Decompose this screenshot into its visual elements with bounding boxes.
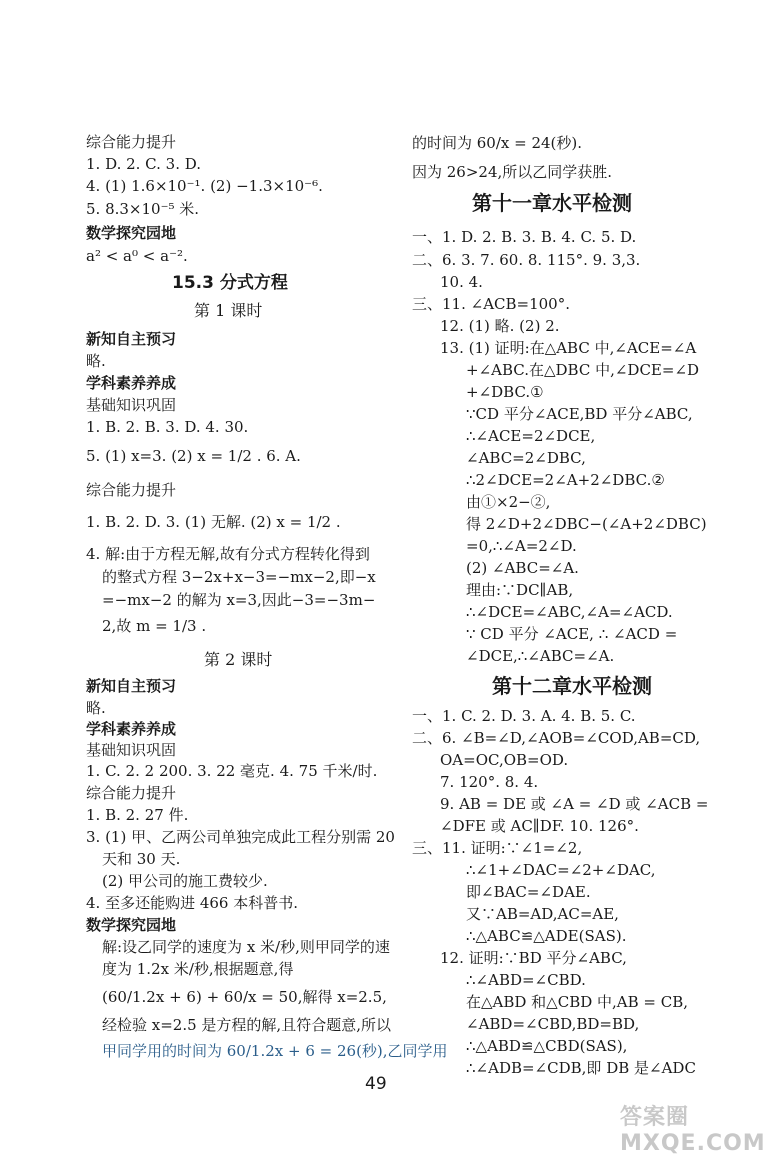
answer-line: ∴∠1+∠DAC=∠2+∠DAC,	[466, 861, 656, 879]
answer-line: 7. 120°. 8. 4.	[440, 773, 539, 791]
answer-line: 略.	[86, 352, 106, 370]
answer-line: 4. (1) 1.6×10⁻¹. (2) −1.3×10⁻⁶.	[86, 177, 323, 195]
answer-line: +∠DBC.①	[466, 383, 544, 401]
section-heading: 综合能力提升	[86, 784, 177, 802]
answer-line: 又∵AB=AD,AC=AE,	[466, 905, 619, 923]
answer-line: 由①×2−②,	[466, 493, 551, 511]
answer-line: 2,故 m = 1/3 .	[102, 617, 207, 635]
answer-line: 一、1. D. 2. B. 3. B. 4. C. 5. D.	[412, 228, 637, 246]
section-heading: 基础知识巩固	[86, 741, 177, 759]
answer-line: 二、6. 3. 7. 60. 8. 115°. 9. 3,3.	[412, 251, 641, 269]
answer-line: ∠ABC=2∠DBC,	[466, 449, 586, 467]
answer-line: ∴△ABD≌△CBD(SAS),	[466, 1037, 628, 1055]
answer-line: 1. B. 2. D. 3. (1) 无解. (2) x = 1/2 .	[86, 513, 341, 531]
answer-line: 5. (1) x=3. (2) x = 1/2 . 6. A.	[86, 447, 301, 465]
answer-line: 甲同学用的时间为 60/1.2x + 6 = 26(秒),乙同学用	[102, 1042, 448, 1060]
chapter-title: 第十一章水平检测	[472, 191, 632, 215]
answer-line: 的整式方程 3−2x+x−3=−mx−2,即−x	[102, 568, 376, 586]
answer-line: 得 2∠D+2∠DBC−(∠A+2∠DBC)	[466, 515, 707, 533]
answer-line: a² < a⁰ < a⁻².	[86, 247, 188, 265]
answer-line: 12. 证明:∵BD 平分∠ABC,	[440, 949, 627, 967]
answer-line: ∴2∠DCE=2∠A+2∠DBC.②	[466, 471, 665, 489]
chapter-title: 第十二章水平检测	[492, 674, 652, 698]
watermark-logo: 答案圈 MXQE.COM	[620, 1105, 766, 1156]
answer-line: ∠DCE,∴∠ABC=∠A.	[466, 647, 615, 665]
answer-line: ∴∠DCE=∠ABC,∠A=∠ACD.	[466, 603, 673, 621]
period-title: 第 2 课时	[204, 650, 273, 669]
section-heading: 基础知识巩固	[86, 396, 177, 414]
answer-line: 的时间为 60/x = 24(秒).	[412, 134, 583, 152]
answer-line: 度为 1.2x 米/秒,根据题意,得	[102, 960, 294, 978]
answer-line: 即∠BAC=∠DAE.	[466, 883, 591, 901]
answer-line: =−mx−2 的解为 x=3,因此−3=−3m−	[102, 591, 376, 609]
answer-line: 一、1. C. 2. D. 3. A. 4. B. 5. C.	[412, 707, 636, 725]
answer-line: (2) 甲公司的施工费较少.	[102, 872, 268, 890]
answer-line: ∵CD 平分∠ACE,BD 平分∠ABC,	[466, 405, 693, 423]
answer-line: ∴△ABC≌△ADE(SAS).	[466, 927, 627, 945]
answer-line: 1. B. 2. B. 3. D. 4. 30.	[86, 418, 249, 436]
answer-line: 1. D. 2. C. 3. D.	[86, 155, 202, 173]
section-heading: 数学探究园地	[86, 224, 177, 242]
section-heading: 综合能力提升	[86, 133, 177, 151]
answer-line: =0,∴∠A=2∠D.	[466, 537, 577, 555]
answer-line: 1. B. 2. 27 件.	[86, 806, 189, 824]
period-title: 第 1 课时	[194, 301, 263, 320]
answer-line: OA=OC,OB=OD.	[440, 751, 569, 769]
answer-line: 理由:∵DC∥AB,	[466, 581, 574, 599]
answer-line: 天和 30 天.	[102, 850, 181, 868]
answer-line: ∵ CD 平分 ∠ACE, ∴ ∠ACD =	[466, 625, 678, 643]
section-heading: 数学探究园地	[86, 916, 177, 934]
answer-line: 13. (1) 证明:在△ABC 中,∠ACE=∠A	[440, 339, 697, 357]
answer-line: 在△ABD 和△CBD 中,AB = CB,	[466, 993, 689, 1011]
section-heading: 综合能力提升	[86, 481, 177, 499]
answer-line: 经检验 x=2.5 是方程的解,且符合题意,所以	[102, 1016, 391, 1034]
answer-line: +∠ABC.在△DBC 中,∠DCE=∠D	[466, 361, 700, 379]
answer-line: (2) ∠ABC=∠A.	[466, 559, 579, 577]
answer-line: 解:设乙同学的速度为 x 米/秒,则甲同学的速	[102, 938, 390, 956]
answer-line: 10. 4.	[440, 273, 483, 291]
answer-line: 4. 解:由于方程无解,故有分式方程转化得到	[86, 545, 370, 563]
answer-line: 1. C. 2. 2 200. 3. 22 毫克. 4. 75 千米/时.	[86, 762, 378, 780]
answer-line: 二、6. ∠B=∠D,∠AOB=∠COD,AB=CD,	[412, 729, 701, 747]
answer-line: 三、11. 证明:∵∠1=∠2,	[412, 839, 583, 857]
answer-line: ∠DFE 或 AC∥DF. 10. 126°.	[440, 817, 639, 835]
answer-line: 9. AB = DE 或 ∠A = ∠D 或 ∠ACB =	[440, 795, 709, 813]
answer-line: ∴∠ADB=∠CDB,即 DB 是∠ADC	[466, 1059, 696, 1077]
answer-line: ∴∠ACE=2∠DCE,	[466, 427, 596, 445]
answer-line: 因为 26>24,所以乙同学获胜.	[412, 163, 613, 181]
answer-line: 3. (1) 甲、乙两公司单独完成此工程分别需 20	[86, 828, 395, 846]
answer-line: 三、11. ∠ACB=100°.	[412, 295, 570, 313]
section-heading: 学科素养养成	[86, 720, 177, 738]
answer-line: 12. (1) 略. (2) 2.	[440, 317, 560, 335]
answer-line: 5. 8.3×10⁻⁵ 米.	[86, 200, 200, 218]
section-heading: 学科素养养成	[86, 374, 177, 392]
answer-line: ∠ABD=∠CBD,BD=BD,	[466, 1015, 640, 1033]
page-number: 49	[365, 1074, 387, 1094]
answer-line: 4. 至多还能购进 466 本科普书.	[86, 894, 299, 912]
answer-line: 略.	[86, 699, 106, 717]
section-heading: 新知自主预习	[86, 330, 177, 348]
section-heading: 新知自主预习	[86, 677, 177, 695]
answer-line: ∴∠ABD=∠CBD.	[466, 971, 586, 989]
answer-line: (60/1.2x + 6) + 60/x = 50,解得 x=2.5,	[102, 988, 387, 1006]
lesson-title: 15.3 分式方程	[172, 273, 288, 293]
